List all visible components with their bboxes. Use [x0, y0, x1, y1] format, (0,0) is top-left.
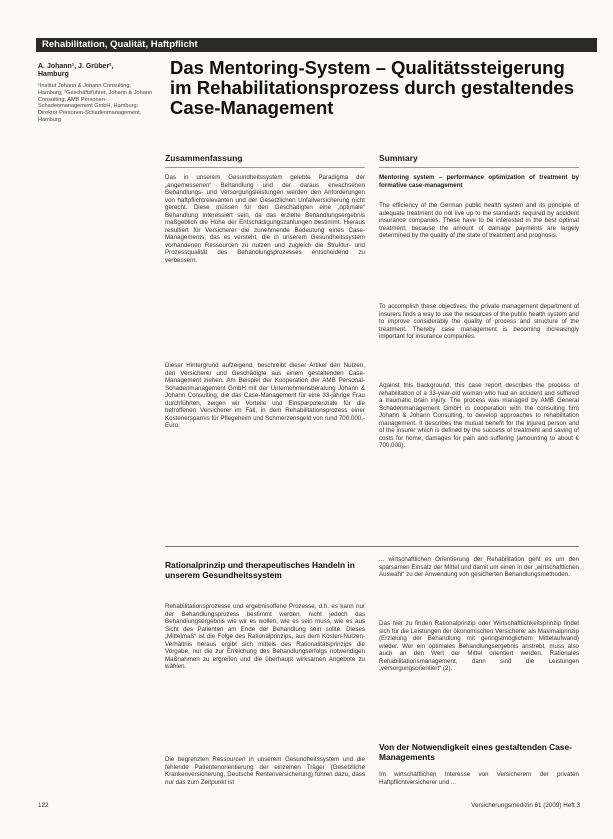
zusammenfassung-p2: Dieser Hintergrund aufzeigend, beschreibt dieser Artikel den Nutzen, den Versicherer und Geschädigte aus einem gestaltenden Case-Management ziehen. Am Beispiel der Kooperation der AMB Personal-Schadenmanagement GmbH mit der Unternehmensberatung Johann & Johann Consulting, die das Case-Management für eine 33-jährige Frau durchführten, zeigen wir Vorteile und Einsparpotenziale für die betroffenen Versicherer im Fall, in dem Rehabilitationsprozess einer Kostenersparnis für Pflegeheim und Schmerzensgeld von rund 700.000,- Euro. [165, 362, 365, 429]
page-number: 122 [38, 802, 49, 809]
section3-p1: Im wirtschaftlichen Interesse von Versicherern der privaten Haftpflichtversicherer und ... [379, 771, 579, 786]
summary-p2: To accomplish these objectives, the private management department of insurers finds a way to use the resources of the public health system and to improve considerably the quality of process and structure of the treatment. Thereby case management is becoming increasingly important for insurance companies. [379, 303, 579, 340]
section-bar [36, 38, 597, 52]
divider [379, 167, 579, 168]
section-heading-rationalprinzip: Rationalprinzip und therapeutisches Handeln in unserem Gesundheitssystem [165, 560, 355, 580]
section2-p2: Die begrenzten Ressourcen in unserem Gesundheitssystem und die fehlende Patientenorientierung der einzelnen Träger (Gesetzliche Krankenversicherung, Deutsche Rentenversicherung) führen dazu, dass nur das zum Zeitpunkt ist [165, 756, 365, 786]
article-title: Das Mentoring-System – Qualitätssteigerung im Rehabilitationsprozess durch gestaltendes Case-Management [170, 57, 575, 118]
divider [165, 167, 365, 168]
author-affiliations: ¹Institut Johann & Johann Consulting, Hamburg; ²Geschäftsführer, Johann & Johann Consulting; AMB Personen-Schadenmanagement GmbH, Hamburg; Direktor Personen-Schadenmanagement, Hamburg [38, 83, 153, 123]
section2-p1: Rehabilitationsprozesse und ergebnisoffene Prozesse, d.h. es kann nur der Behandlungsprozess bestimmt werden, nicht jedoch das Behandlungsergebnis wie wir es wollen, wie es sein muss, wie es aus Sicht des Patienten am Ende der Behandlung sein sollte. Dieses „Mittelmaß“ ist die Folge des Rationalprinzips, aus dem Kosten-Nutzen-Verhältnis heraus ergibt sich mittels des Rationalitätsprinzips die Vorgabe, nur die zur Erreichung des Behandlungserfolgs notwendigen Maßnahmen zu ergreifen und die überhaupt wirksamen Angebote zu wählen. [165, 603, 365, 670]
journal-citation: Versicherungsmedizin 61 (2009) Heft 3 [471, 802, 580, 809]
summary-heading: Summary [379, 153, 418, 163]
author-names: A. Johann¹, J. Grüber², Hamburg [38, 63, 114, 78]
zusammenfassung-p1: Das in unserem Gesundheitssystem gelebte Paradigma der „angemessenen“ Behandlung und der daraus erwachsenen Behandlungs- und Versorgungsleistungen werden den Anforderungen von haftpflichtrelevanten und der Gesetzlichen Unfallversicherung nicht gerecht. Diese müssen für den Geschädigten eine „optimale“ Behandlung interessiert sein, da das erzielte Behandlungsergebnis maßgeblich die Höhe der Entschädigungszahlungen bestimmt. Hieraus resultiert für Versicherer die zunehmende Bedeutung eines Case-Managements, das es versteht, die in unserem Gesundheitssystem vorhandenen Ressourcen zu nutzen und zugleich die Struktur- und Prozessqualität des Behandlungsprozesses entscheidend zu verbessern. [165, 174, 365, 264]
summary-p3: Against this background, this case report describes the process of rehabilitation of a 33-year-old woman who had an accident and suffered a traumatic brain injury. The process was managed by AMB General Schadenmanagement GmbH in cooperation with the consulting firm Johann & Johann Consulting, to develop approaches to rehabilitation management. It describes the mutual benefit for the injured person and of the insurer which is defined by the success of treatment and saving of costs for home, damages for pain and suffering (amounting to about € 700,000). [379, 382, 579, 449]
summary-p1: The efficiency of the German public health system and its principle of adequate treatment do not live up to the standards required by accident insurance companies. These have to be interested in the best optimal treatment, because the amount of damage payments are largely determined by the quality of the state of treatment and prognosis. [379, 202, 579, 239]
section2-right-p1: ... wirtschaftlichen Orientierung der Rehabilitation geht es um den sparsamen Einsatz der Mittel und damit um einen in der „wirtschaftlichen Auswahl“ zu der Anwendung von gesicherten Behandlungsmethoden. [379, 556, 579, 578]
section-divider [165, 546, 579, 547]
zusammenfassung-heading: Zusammenfassung [165, 153, 243, 163]
section-heading-case-management: Von der Notwendigkeit eines gestaltenden Case-Managements [379, 742, 572, 762]
section-bar-label: Rehabilitation, Qualität, Haftpflicht [42, 39, 198, 50]
section2-right-p2: Das hier zu finden Rationalprinzip oder Wirtschaftlichkeitsprinzip findet sich für die Leistungen der ökonomischen Versicherer als Maximalprinzip (Erzielung der Behandlung mit geringstmöglichem Mittelaufwand) wieder. Wer ein optimales Behandlungsergebnis anstrebt, muss also auch an den Wert der Mittel orientiert werden. Rationales Rehabilitationsmanagement, dann sind die Leistungen „versorgungsorientiert“ (2). [379, 620, 579, 672]
summary-subhead: Mentoring system – performance optimization of treatment by formative case-management [379, 174, 579, 189]
